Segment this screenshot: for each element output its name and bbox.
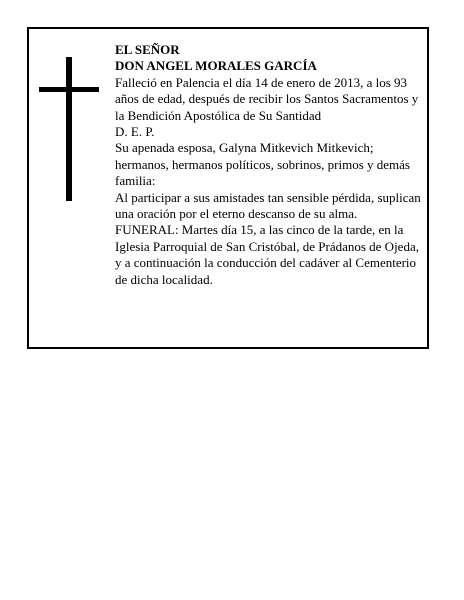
- prayer-request: Al participar a sus amistades tan sensible pérdida, suplican una oración por el eterno descanso de su alma.: [115, 189, 421, 222]
- deceased-name: DON ANGEL MORALES GARCÍA: [115, 58, 317, 74]
- latin-cross-icon: [39, 57, 99, 201]
- notice-text-block: [115, 42, 423, 288]
- rest-in-peace: D. E. P.: [115, 124, 155, 140]
- notice-heading-title: EL SEÑOR: [115, 42, 180, 57]
- mourners: Su apenada esposa, Galyna Mitkevich Mitkevich; hermanos, hermanos políticos, sobrinos, primos y demás familia:: [115, 140, 410, 189]
- funeral-details: FUNERAL: Martes día 15, a las cinco de la tarde, en la Iglesia Parroquial de San Cristóbal, de Prádanos de Ojeda, y a continuación la conducción del cadáver al Cementerio de dicha localidad.: [115, 222, 419, 287]
- cross-horizontal-bar: [39, 87, 99, 92]
- obituary-notice: [27, 27, 429, 349]
- death-announcement: Falleció en Palencia el día 14 de enero de 2013, a los 93 años de edad, después de recibir los Santos Sacramentos y la Bendición Apostólica de Su Santidad: [115, 74, 419, 123]
- cross-vertical-bar: [66, 57, 72, 201]
